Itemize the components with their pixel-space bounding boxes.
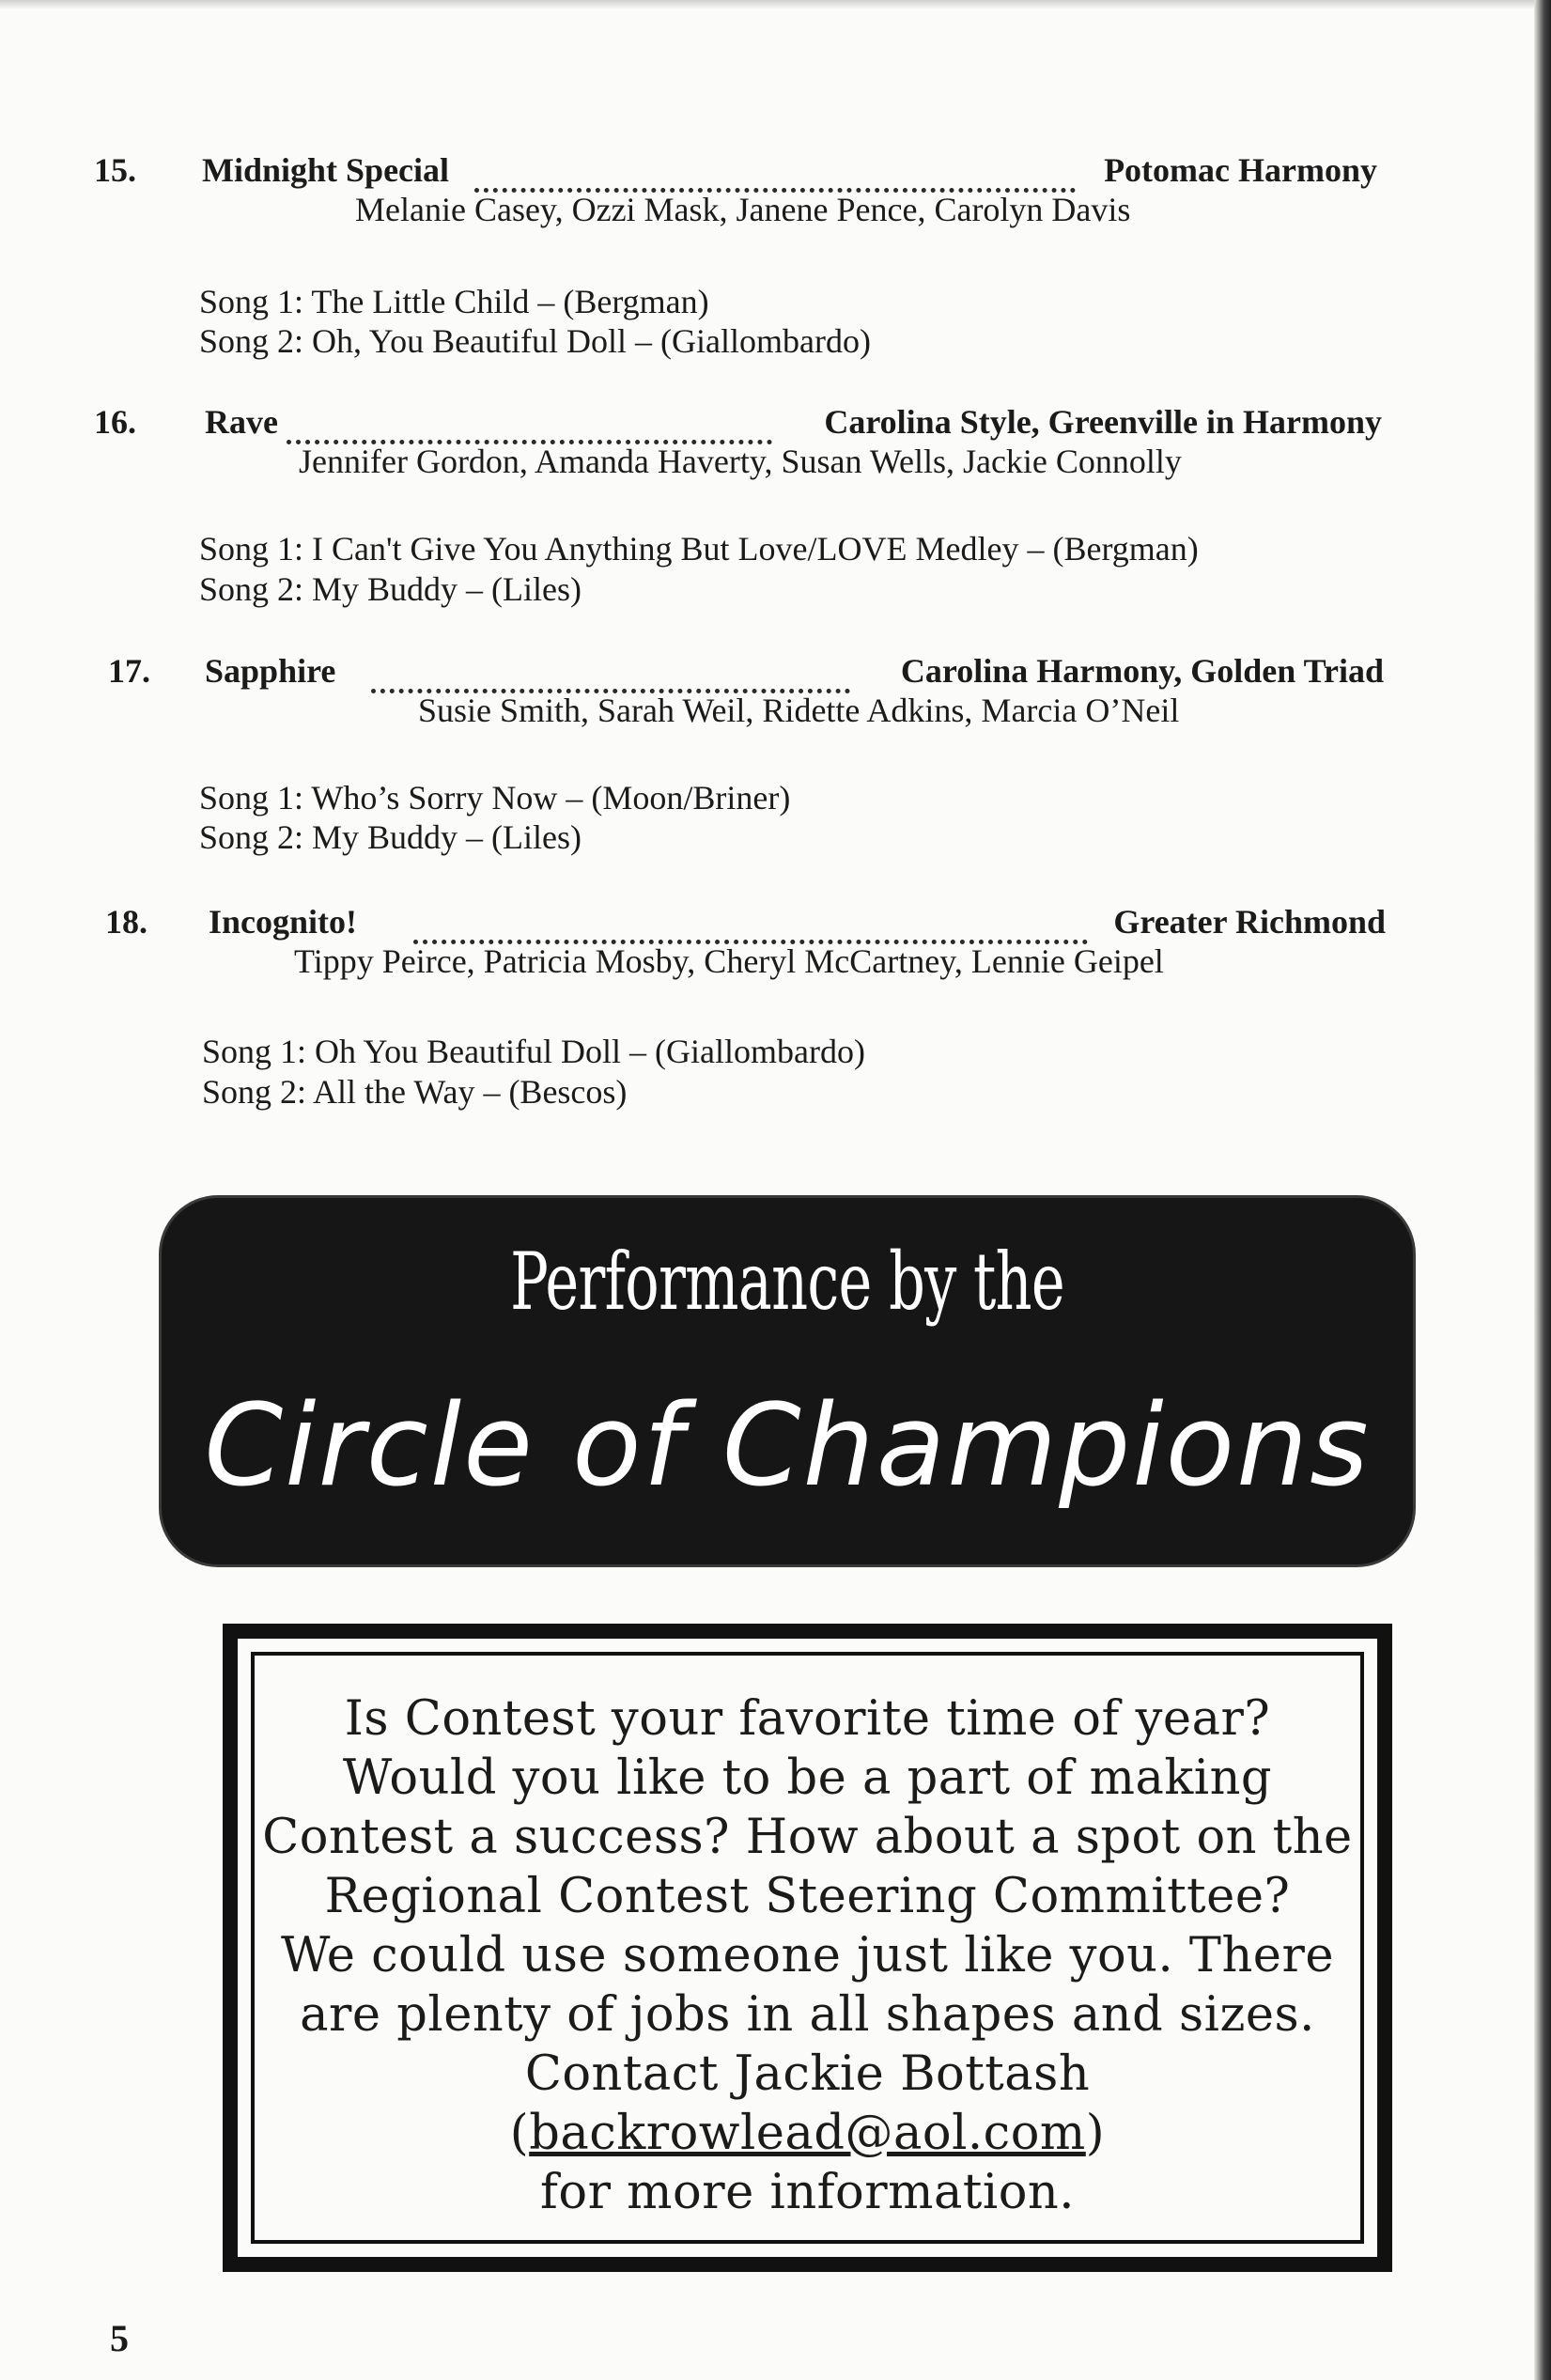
- banner-heading: Performance by the: [510, 1236, 1064, 1328]
- notice-line: Contest a success? How about a spot on the: [262, 1810, 1353, 1865]
- song-1: Song 1: I Can't Give You Anything But Love/LOVE Medley – (Bergman): [199, 530, 1199, 568]
- song-2: Song 2: My Buddy – (Liles): [199, 818, 582, 856]
- song-2: Song 2: Oh, You Beautiful Doll – (Giallombardo): [199, 322, 871, 360]
- dot-leader: [413, 902, 1088, 944]
- quartet-name: Rave: [205, 403, 278, 441]
- dot-leader: [371, 651, 850, 693]
- song-1: Song 1: The Little Child – (Bergman): [199, 283, 709, 320]
- notice-line: for more information.: [540, 2165, 1075, 2220]
- notice-line: Would you like to be a part of making: [342, 1750, 1273, 1806]
- chapter-name: Greater Richmond: [1113, 903, 1386, 941]
- song-2: Song 2: My Buddy – (Liles): [199, 570, 582, 608]
- member-list: Susie Smith, Sarah Weil, Ridette Adkins, Marcia O’Neil: [418, 692, 1180, 729]
- member-list: Tippy Peirce, Patricia Mosby, Cheryl McCartney, Lennie Geipel: [294, 942, 1164, 980]
- chapter-name: Carolina Style, Greenville in Harmony: [824, 403, 1382, 441]
- notice-line: are plenty of jobs in all shapes and sizes.: [300, 1987, 1315, 2043]
- entry-number: 15.: [94, 151, 136, 189]
- notice-line: We could use someone just like you. There: [280, 1928, 1335, 1983]
- song-1: Song 1: Oh You Beautiful Doll – (Giallombardo): [202, 1033, 865, 1070]
- chapter-name: Potomac Harmony: [1104, 151, 1377, 189]
- page-right-edge: [1534, 0, 1551, 2380]
- chapter-name: Carolina Harmony, Golden Triad: [900, 652, 1384, 690]
- notice-line: Is Contest your favorite time of year?: [344, 1691, 1271, 1747]
- champions-banner: [162, 1198, 1413, 1564]
- notice-text: [255, 1689, 1360, 2222]
- email-open-paren: (: [509, 2106, 530, 2161]
- quartet-name: Incognito!: [209, 903, 358, 941]
- dot-leader: [474, 150, 1076, 193]
- notice-inner-border: [251, 1652, 1364, 2244]
- notice-line: Regional Contest Steering Committee?: [324, 1869, 1291, 1924]
- page-top-shadow: [0, 0, 1551, 9]
- contact-email-link[interactable]: backrowlead@aol.com: [529, 2106, 1086, 2161]
- quartet-name: Sapphire: [205, 652, 336, 690]
- banner-title: Circle of Champions: [204, 1381, 1371, 1512]
- member-list: Jennifer Gordon, Amanda Haverty, Susan Wells, Jackie Connolly: [299, 443, 1182, 480]
- entry-number: 16.: [94, 403, 136, 441]
- notice-email-line: [255, 2104, 1360, 2163]
- page-number: 5: [110, 2317, 129, 2359]
- song-1: Song 1: Who’s Sorry Now – (Moon/Briner): [199, 779, 791, 817]
- entry-number: 18.: [105, 903, 147, 941]
- song-2: Song 2: All the Way – (Bescos): [202, 1073, 628, 1111]
- quartet-name: Midnight Special: [202, 151, 450, 189]
- entry-number: 17.: [108, 652, 150, 690]
- email-close-paren: ): [1085, 2106, 1106, 2161]
- volunteer-notice-box: [223, 1624, 1392, 2272]
- notice-contact-line: Contact Jackie Bottash: [524, 2046, 1091, 2102]
- member-list: Melanie Casey, Ozzi Mask, Janene Pence, Carolyn Davis: [355, 191, 1131, 228]
- dot-leader: [287, 402, 772, 444]
